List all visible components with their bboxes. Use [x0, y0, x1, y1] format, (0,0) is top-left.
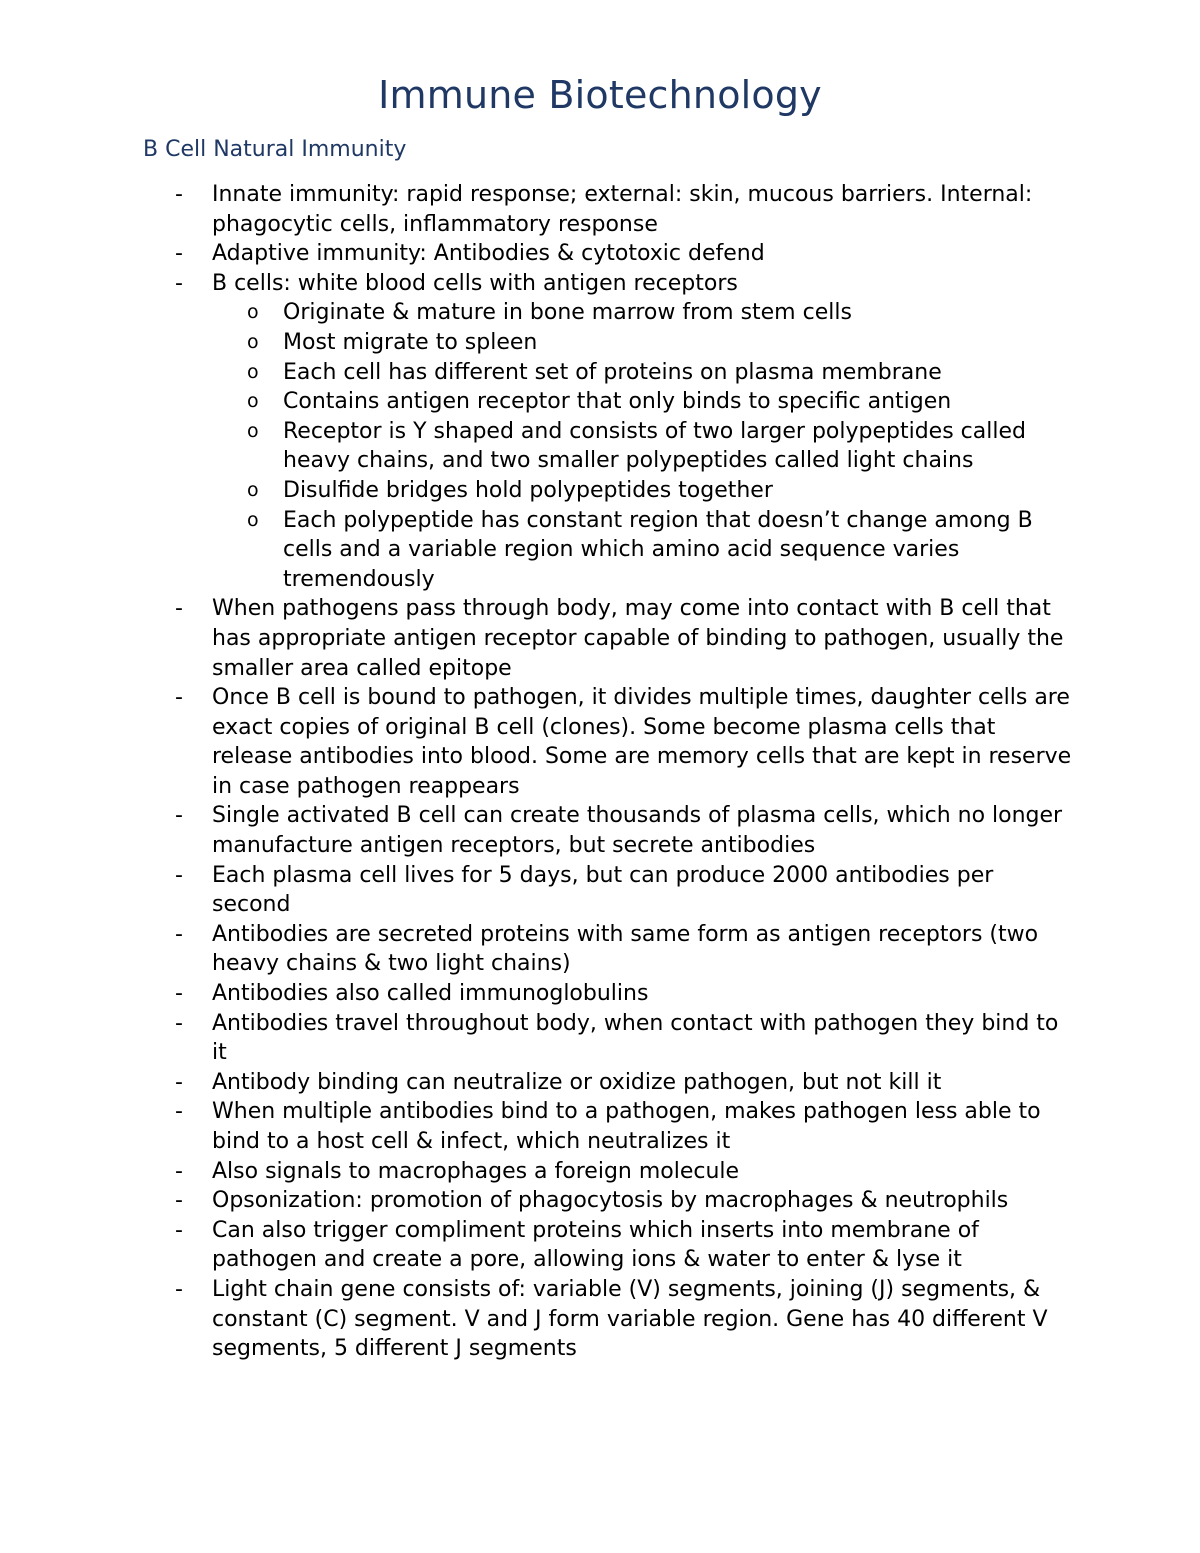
notes-list [0, 180, 1200, 1364]
sub-list-item [0, 387, 1053, 417]
list-item [0, 269, 1072, 299]
dash-bullet: - [175, 1217, 183, 1243]
list-item [0, 1275, 1072, 1364]
list-item [0, 1009, 1072, 1068]
list-item-text: Each plasma cell lives for 5 days, but can produce 2000 antibodies per second [212, 862, 994, 918]
page-title: Immune Biotechnology [378, 73, 822, 117]
dash-bullet: - [175, 1069, 183, 1095]
sub-list-item [0, 417, 1053, 476]
list-item [0, 1157, 1072, 1187]
list-item-text: Innate immunity: rapid response; external: skin, mucous barriers. Internal: phagocytic cells, inflammatory response [212, 182, 1033, 237]
circle-bullet: o [247, 508, 259, 531]
section-heading: B Cell Natural Immunity [143, 137, 407, 162]
dash-bullet: - [175, 981, 183, 1007]
list-item-text: Each polypeptide has constant region that doesn’t change among B cells and a variable region which amino acid sequence varies tremendously [283, 507, 1033, 592]
circle-bullet: o [247, 478, 259, 501]
sub-list-item [0, 328, 1053, 358]
dash-bullet: - [175, 241, 183, 267]
list-item-text: Each cell has different set of proteins on plasma membrane [283, 359, 942, 385]
list-item-text: Antibodies travel throughout body, when contact with pathogen they bind to it [212, 1010, 1059, 1066]
list-item-text: Opsonization: promotion of phagocytosis by macrophages & neutrophils [212, 1188, 1009, 1214]
dash-bullet: - [175, 1276, 183, 1302]
list-item [0, 594, 1072, 683]
list-item-text: Light chain gene consists of: variable (V) segments, joining (J) segments, & constant (C) segment. V and J form variable region. Gene has 40 different V segments, 5 different J segments [212, 1276, 1048, 1362]
list-item-text: B cells: white blood cells with antigen receptors [212, 270, 738, 296]
dash-bullet: - [175, 921, 183, 947]
dash-bullet: - [175, 1158, 183, 1184]
dash-bullet: - [175, 1010, 183, 1036]
dash-bullet: - [175, 596, 183, 622]
sub-list-item [0, 506, 1053, 595]
list-item-text: Also signals to macrophages a foreign molecule [212, 1158, 740, 1184]
dash-bullet: - [175, 1188, 183, 1214]
sub-list-item [0, 298, 1053, 328]
list-item-text: Antibodies also called immunoglobulins [212, 981, 649, 1007]
list-item-text: Single activated B cell can create thousands of plasma cells, which no longer manufacture antigen receptors, but secrete antibodies [212, 803, 1063, 859]
dash-bullet: - [175, 862, 183, 888]
dash-bullet: - [175, 182, 183, 207]
list-item [0, 1216, 1072, 1275]
list-item [0, 861, 1072, 920]
circle-bullet: o [247, 360, 259, 383]
dash-bullet: - [175, 270, 183, 296]
circle-bullet: o [247, 301, 259, 324]
sub-list-item [0, 358, 1053, 388]
list-item-text: When multiple antibodies bind to a pathogen, makes pathogen less able to bind to a host cell & infect, which neutralizes it [212, 1099, 1041, 1154]
list-item-text: Antibodies are secreted proteins with same form as antigen receptors (two heavy chains & two light chains) [212, 921, 1039, 977]
list-item-text: Receptor is Y shaped and consists of two larger polypeptides called heavy chains, and two smaller polypeptides called light chains [283, 418, 1026, 474]
list-item-text: Antibody binding can neutralize or oxidize pathogen, but not kill it [212, 1069, 942, 1095]
list-item [0, 180, 1072, 239]
list-item [0, 920, 1072, 979]
dash-bullet: - [175, 803, 183, 829]
list-item-text: When pathogens pass through body, may come into contact with B cell that has appropriate antigen receptor capable of binding to pathogen, usually the smaller area called epitope [212, 596, 1064, 681]
list-item [0, 1097, 1072, 1156]
sub-list-item [0, 476, 1053, 506]
list-item-text: Originate & mature in bone marrow from stem cells [283, 300, 852, 326]
list-item-text: Adaptive immunity: Antibodies & cytotoxic defend [212, 241, 765, 267]
list-item-text: Once B cell is bound to pathogen, it divides multiple times, daughter cells are exact copies of original B cell (clones). Some become plasma cells that release antibodies into blood. Some are memory cells that are kept in reserve in case pathogen reappears [212, 685, 1072, 799]
list-item-text: Contains antigen receptor that only binds to specific antigen [283, 389, 952, 415]
circle-bullet: o [247, 330, 259, 353]
circle-bullet: o [247, 390, 259, 413]
dash-bullet: - [175, 685, 183, 711]
list-item [0, 1068, 1072, 1098]
dash-bullet: - [175, 1099, 183, 1125]
circle-bullet: o [247, 419, 259, 442]
list-item [0, 239, 1072, 269]
list-item [0, 801, 1072, 860]
list-item [0, 979, 1072, 1009]
list-item-text: Can also trigger compliment proteins which inserts into membrane of pathogen and create a pore, allowing ions & water to enter & lyse it [212, 1217, 979, 1273]
list-item-text: Most migrate to spleen [283, 329, 538, 355]
list-item-text: Disulfide bridges hold polypeptides together [283, 477, 773, 503]
list-item [0, 683, 1072, 801]
list-item [0, 1186, 1072, 1216]
